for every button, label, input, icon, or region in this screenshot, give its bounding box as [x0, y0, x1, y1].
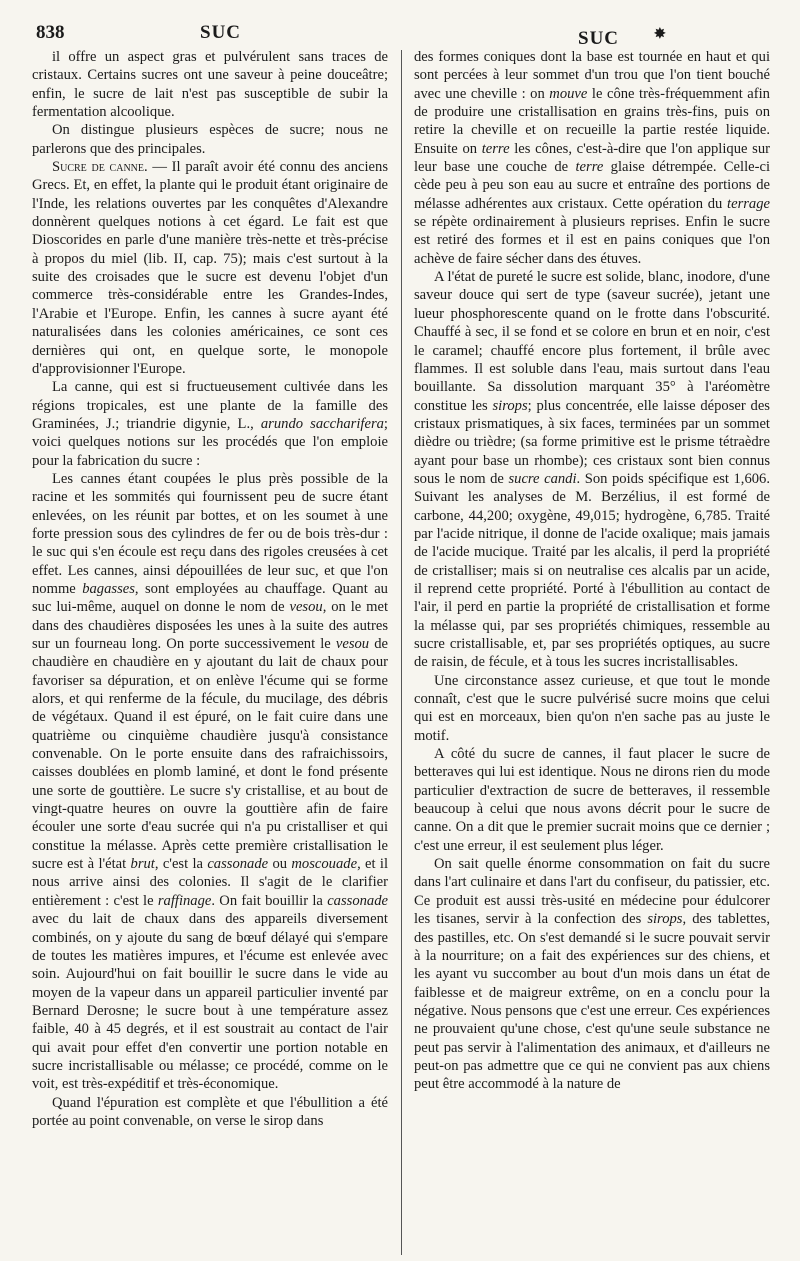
paragraph-text: On distingue plusieurs espèces de sucre; nous ne parlerons que des principales. [32, 122, 388, 157]
paragraph-text: — Il paraît avoir été connu des anciens Grecs. Et, en effet, la plante qui le produit étant originaire de l'Inde, les relations ouvertes par les conquêtes d'Alexandre donnèrent quelques notions à cet égard. Le fait est que Dioscorides en parle d'une manière très-nette et très-précise à propos du miel (lib. II, cap. 75); mais c'est surtout à la suite des croisades que le sucre est devenu l'objet d'un commerce très-considérable entre les Grandes-Indes, l'Arabie et l'Europe. Enfin, les cannes à sucre ayant été naturalisées dans les colonies américaines, ce sont ces dernières qui ont, en quelque sorte, le monopole d'approvisionner l'Europe. [32, 159, 388, 377]
paragraph [32, 1094, 388, 1131]
paragraph-text: Les cannes étant coupées le plus près possible de la racine et les sommités qui fournissent peu de sucre étant enlevées, on les réunit par bottes, et on les soumet à une forte pression sous des cylindres de fer ou de bois très-dur : le suc qui s'en écoule est reçu dans des rigoles creusées à cet effet. Les cannes, ainsi dépouillées de leur suc, et que l'on nomme bagasses, sont employées au chauffage. Quant au suc lui-même, auquel on donne le nom de vesou, on le met dans des chaudières disposées les unes à la suite des autres sur un fourneau long. On porte successivement le vesou de chaudière en chaudière en y ajoutant du lait de chaux pour favoriser sa dépuration, et on enlève l'écume qui se forme alors, et qui renferme de la fécule, du mucilage, des débris de végétaux. Quand il est épuré, on le fait cuire dans une quatrième ou cinquième chaudière jusqu'à consistance convenable. On le porte ensuite dans des rafraichissoirs, caisses doublées en plomb laminé, et dont le fond présente une sorte de gouttière. Le sucre s'y cristallise, et au bout de vingt-quatre heures on ouvre la gouttière afin de faire écouler une sorte d'eau sucrée qui n'a pu cristalliser et qui constitue la mélasse. Après cette première cristallisation le sucre est à l'état brut, c'est la cassonade ou moscouade, et il nous arrive ainsi des colonies. Il s'agit de le clarifier entièrement : c'est le raffinage. On fait bouillir la cassonade avec du lait de chaux dans des appareils diversement combinés, on y ajoute du sang de bœuf délayé qui s'empare de toutes les matières impures, et l'écume est enlevée avec soin. Aujourd'hui on fait bouillir le sucre dans le vide au moyen de la vapeur dans un appareil particulier inventé par Bernard Derosne; le sucre bout à une température assez faible, 40 à 45 degrés, et il est soustrait au contact de l'air qui avait pour effet d'en convertir une portion notable en sucre incristallisable ou mélasse; ce procédé, comme on le voit, est très-expéditif et très-économique. [32, 470, 388, 1093]
paragraph [32, 158, 388, 378]
right-column [414, 48, 770, 1256]
left-column [32, 48, 388, 1256]
paragraph-text: il offre un aspect gras et pulvérulent sans traces de cristaux. Certains sucres ont une saveur à peine douceâtre; enfin, le sucre de lait n'est pas susceptible de subir la fermentation alcoolique. [32, 49, 388, 121]
column-divider [401, 50, 402, 1255]
paragraph [414, 268, 770, 672]
paragraph-text: Une circonstance assez curieuse, et que tout le monde connaît, c'est que le sucre pulvérisé sucre moins que celui qui est en morceaux, bien qu'on n'en sache pas au juste le motif. [414, 672, 770, 744]
paragraph [414, 745, 770, 855]
paragraph [414, 672, 770, 745]
page-number: 838 [36, 22, 65, 43]
paragraph [32, 121, 388, 158]
right-header-title: SUC [578, 28, 620, 49]
paragraph [32, 470, 388, 1094]
paragraph-text: Quand l'épuration est complète et que l'ébullition a été portée au point convenable, on verse le sirop dans [32, 1094, 388, 1129]
left-header-title: SUC [200, 22, 242, 43]
paragraph [32, 48, 388, 121]
paragraph [32, 378, 388, 470]
paragraph-text: A l'état de pureté le sucre est solide, blanc, inodore, d'une saveur douce qui sert de type (saveur sucrée), jetant une lueur phosphorescente quand on le frotte dans l'obscurité. Chauffé à sec, il se fond et se colore en brun et en noir, c'est le caramel; chauffé encore plus fortement, il brûle avec flammes. Il est soluble dans l'eau, mais surtout dans l'eau bouillante. Sa dissolution marquant 35° à l'aréomètre constitue les sirops; plus concentrée, elle laisse déposer des cristaux prismatiques, à six faces, terminées par un sommet dièdre ou trièdre; (sa forme primitive est le prisme tétraèdre ayant pour base un rhombe); ces cristaux sont bien connus sous le nom de sucre candi. Son poids spécifique est 1,606. Suivant les analyses de M. Berzélius, il est formé de carbone, 44,200; oxygène, 49,015; hydrogène, 6,785. Traité par l'acide nitrique, il donne de l'acide oxalique; mais jamais de l'acide mucique. Traité par les alcalis, il perd la propriété de cristalliser; mais si on neutralise ces alcalis par un acide, il reprend cette propriété. Porté à l'ébullition au contact de l'air, il perd en partie la propriété de cristallisation et forme la mélasse qui, par ses propriétés chimiques, ressemble au sucre cristallisable, et, par ses propriétés optiques, au sucre de raisin, de fécule, et à tous les sucres incristallisables. [414, 269, 770, 671]
paragraph-text: On sait quelle énorme consommation on fait du sucre dans l'art culinaire et dans l'art du confiseur, du patissier, etc. Ce produit est aussi très-usité en médecine pour édulcorer les tisanes, servir à la confection des sirops, des tablettes, des pastilles, etc. On s'est demandé si le sucre pouvait servir à la nourriture; on a fait des expériences sur des chiens, et les ayant vu succomber au bout d'un mois dans un état de faiblesse et de maigreur extrême, on en a conclu pour la négative. Nous pensons que c'est une erreur. Ces expériences ne prouvaient qu'une chose, c'est qu'une seule substance ne peut pas servir à l'alimentation des animaux, et d'ailleurs ne peut-on pas admettre que ce qui ne convient pas aux chiens peut être accommodé à la nature de [414, 856, 770, 1093]
paragraph [414, 855, 770, 1093]
running-header [0, 22, 800, 48]
printer-ornament-icon: ✸ [654, 27, 666, 42]
paragraph-text: A côté du sucre de cannes, il faut placer le sucre de betteraves qui lui est identique. Nous ne dirons rien du mode particulier d'extraction de sucre de betteraves, il ressemble beaucoup à celui que nous avons décrit pour le sucre de canne. On a dit que le premier sucrait moins que ce dernier ; c'est une erreur, il est seulement plus léger. [414, 746, 770, 854]
entry-heading: Sucre de canne. [52, 159, 148, 176]
paragraph-text: La canne, qui est si fructueusement cultivée dans les régions tropicales, est une plante de la famille des Graminées, J.; triandrie digynie, L., arundo saccharifera; voici quelques notions sur les procédés que l'on emploie pour la fabrication du sucre : [32, 379, 388, 469]
paragraph-text: des formes coniques dont la base est tournée en haut et qui sont percées à leur sommet d'un trou que l'on tient bouché avec une cheville : on mouve le cône très-fréquemment afin de produire une cristallisation en grains très-fins, puis on retire la cheville et on recueille la partie restée liquide. Ensuite on terre les cônes, c'est-à-dire que l'on applique sur leur base une couche de terre glaise détrempée. Celle-ci cède peu à peu son eau au sucre et entraîne des portions de mélasse adhérentes aux cristaux. Cette opération du terrage se répète ordinairement à plusieurs reprises. Enfin le sucre est retiré des formes et il est en pains coniques que l'on achève de faire sécher dans des étuves. [414, 49, 770, 267]
paragraph [414, 48, 770, 268]
